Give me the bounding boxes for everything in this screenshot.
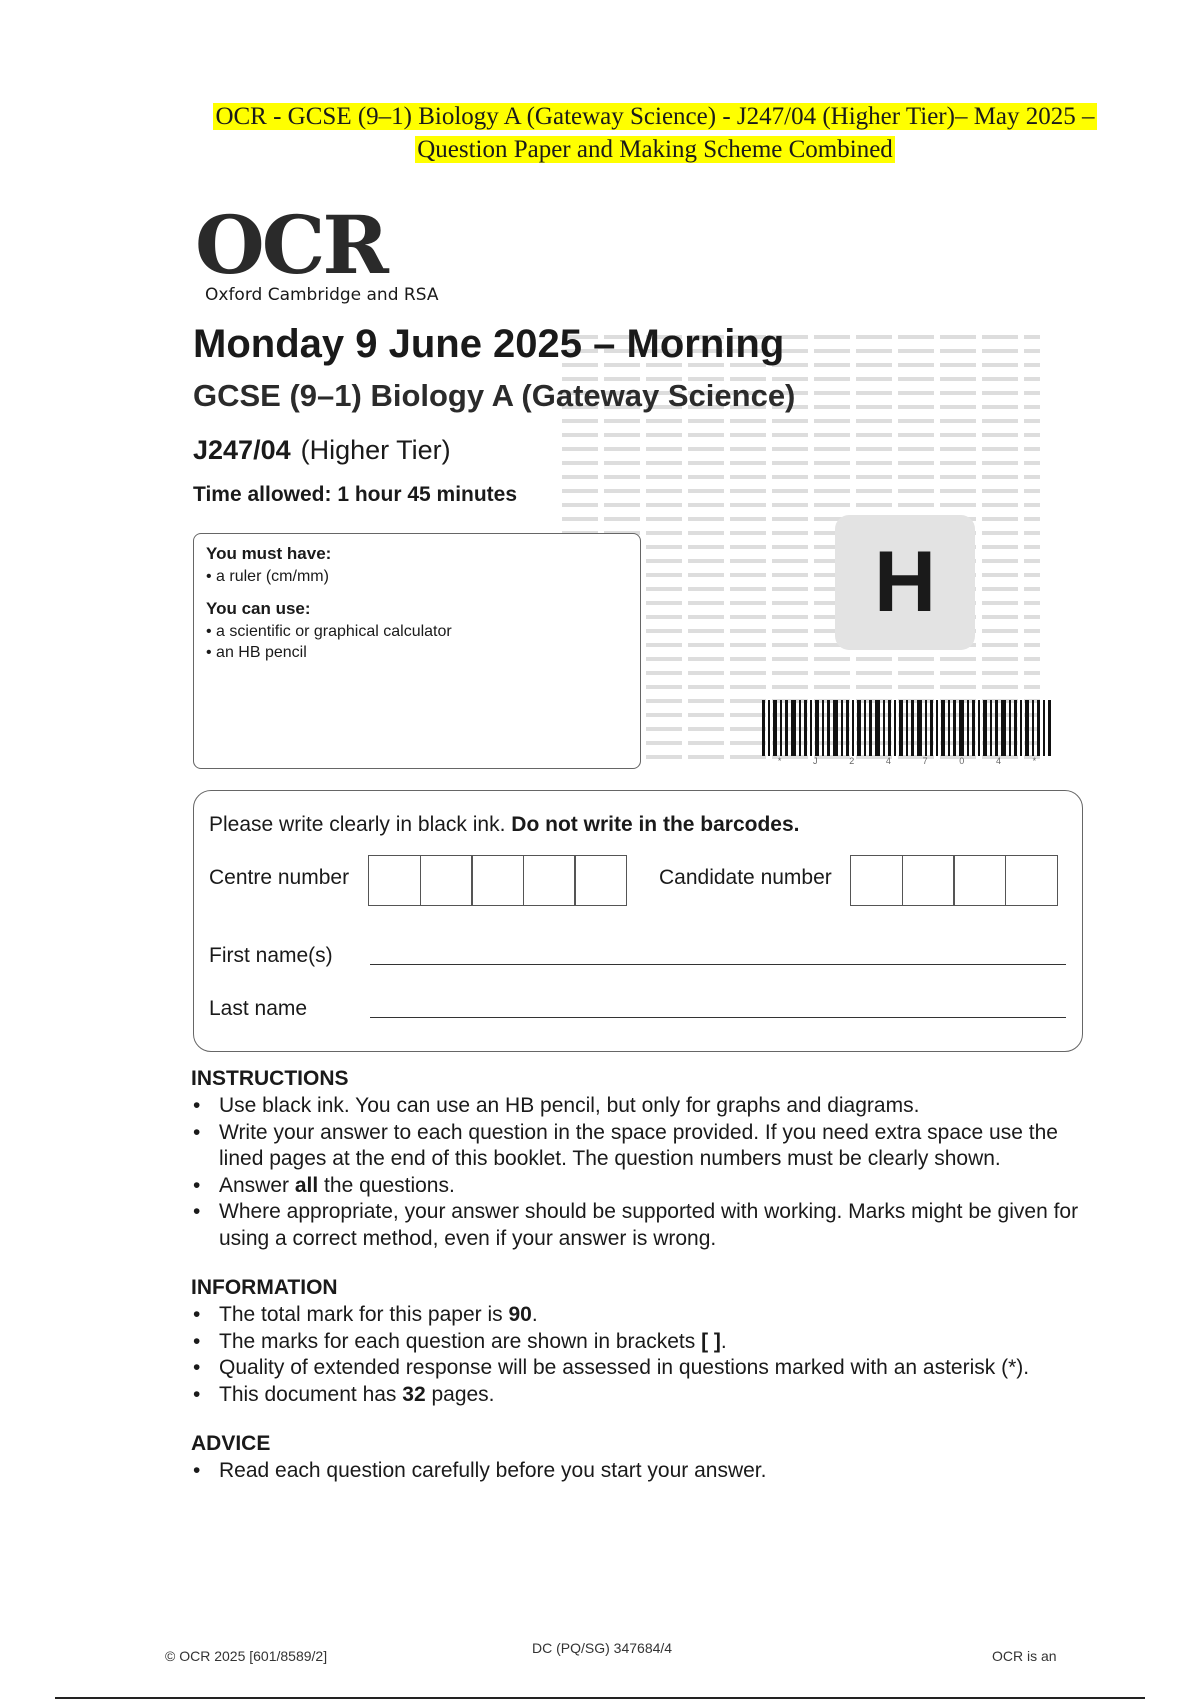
exam-tier: (Higher Tier)	[300, 435, 451, 465]
centre-number-field[interactable]	[368, 855, 626, 906]
logo-mark: OCR	[195, 198, 386, 292]
centre-number-cell[interactable]	[574, 855, 627, 906]
centre-number-cell[interactable]	[420, 855, 473, 906]
advice-item: • Read each question carefully before you start your answer.	[191, 1458, 1091, 1485]
information-item: • Quality of extended response will be assessed in questions marked with an asterisk (*).	[191, 1355, 1091, 1382]
instructions-heading: INSTRUCTIONS	[191, 1067, 349, 1090]
barcode	[762, 700, 1052, 760]
time-value: 1 hour 45 minutes	[337, 483, 518, 506]
instruction-item: • Use black ink. You can use an HB pencil, but only for graphs and diagrams.	[191, 1093, 1091, 1120]
barcode-digits: * J 2 4 7 0 4 *	[777, 756, 1037, 766]
time-label: Time allowed:	[193, 483, 332, 506]
banner-text: OCR - GCSE (9–1) Biology A (Gateway Science) - J247/04 (Higher Tier)– May 2025 – Question Paper and Making Scheme Combined	[215, 103, 1095, 163]
exam-date: Monday 9 June 2025 – Morning	[193, 322, 785, 366]
must-have-item: • a ruler (cm/mm)	[206, 568, 329, 585]
can-use-heading: You can use:	[206, 599, 311, 618]
first-name-label: First name(s)	[209, 944, 333, 967]
must-have-heading: You must have:	[206, 544, 332, 563]
candidate-number-cell[interactable]	[902, 855, 955, 906]
centre-number-label: Centre number	[209, 866, 350, 889]
instruction-item: • Answer all the questions.	[191, 1173, 1091, 1200]
equipment-box	[193, 533, 641, 769]
footer-copyright: © OCR 2025 [601/8589/2]	[165, 1648, 328, 1664]
logo-subtitle: Oxford Cambridge and RSA	[205, 285, 439, 305]
time-allowed	[193, 483, 517, 507]
footer-reference: DC (PQ/SG) 347684/4	[532, 1640, 673, 1656]
document-banner	[180, 100, 1130, 166]
information-item: • This document has 32 pages.	[191, 1382, 1091, 1409]
candidate-number-cell[interactable]	[953, 855, 1006, 906]
candidate-number-cell[interactable]	[1005, 855, 1058, 906]
last-name-field[interactable]	[370, 1017, 1066, 1018]
instruction-item: • Write your answer to each question in the space provided. If you need extra space use the lined pages at the end of this booklet. The question numbers must be clearly shown.	[191, 1120, 1091, 1173]
footer-rule	[55, 1697, 1145, 1699]
candidate-prompt: Please write clearly in black ink. Do not write in the barcodes.	[209, 813, 800, 836]
last-name-label: Last name	[209, 997, 308, 1020]
advice-heading: ADVICE	[191, 1432, 271, 1455]
exam-subject: GCSE (9–1) Biology A (Gateway Science)	[193, 378, 796, 413]
information-heading: INFORMATION	[191, 1276, 338, 1299]
centre-number-cell[interactable]	[368, 855, 421, 906]
candidate-number-label: Candidate number	[659, 866, 832, 889]
footer-right: OCR is an	[992, 1648, 1057, 1664]
candidate-details-box	[193, 790, 1083, 1052]
candidate-number-cell[interactable]	[850, 855, 903, 906]
instructions-section	[191, 1067, 1091, 1252]
advice-section	[191, 1432, 1091, 1485]
exam-code: J247/04	[193, 435, 291, 465]
can-use-item: • a scientific or graphical calculator	[206, 623, 452, 640]
exam-code-line	[193, 435, 451, 466]
can-use-item: • an HB pencil	[206, 644, 307, 661]
instruction-item: • Where appropriate, your answer should be supported with working. Marks might be given for using a correct method, even if your answer is wrong.	[191, 1199, 1091, 1252]
centre-number-cell[interactable]	[523, 855, 576, 906]
tier-badge: H	[835, 515, 975, 650]
centre-number-cell[interactable]	[471, 855, 524, 906]
candidate-number-field[interactable]	[850, 855, 1056, 906]
first-name-field[interactable]	[370, 964, 1066, 965]
information-section	[191, 1276, 1091, 1408]
ocr-logo	[195, 198, 439, 305]
information-item: • The total mark for this paper is 90.	[191, 1302, 1091, 1329]
information-item: • The marks for each question are shown in brackets [ ].	[191, 1329, 1091, 1356]
